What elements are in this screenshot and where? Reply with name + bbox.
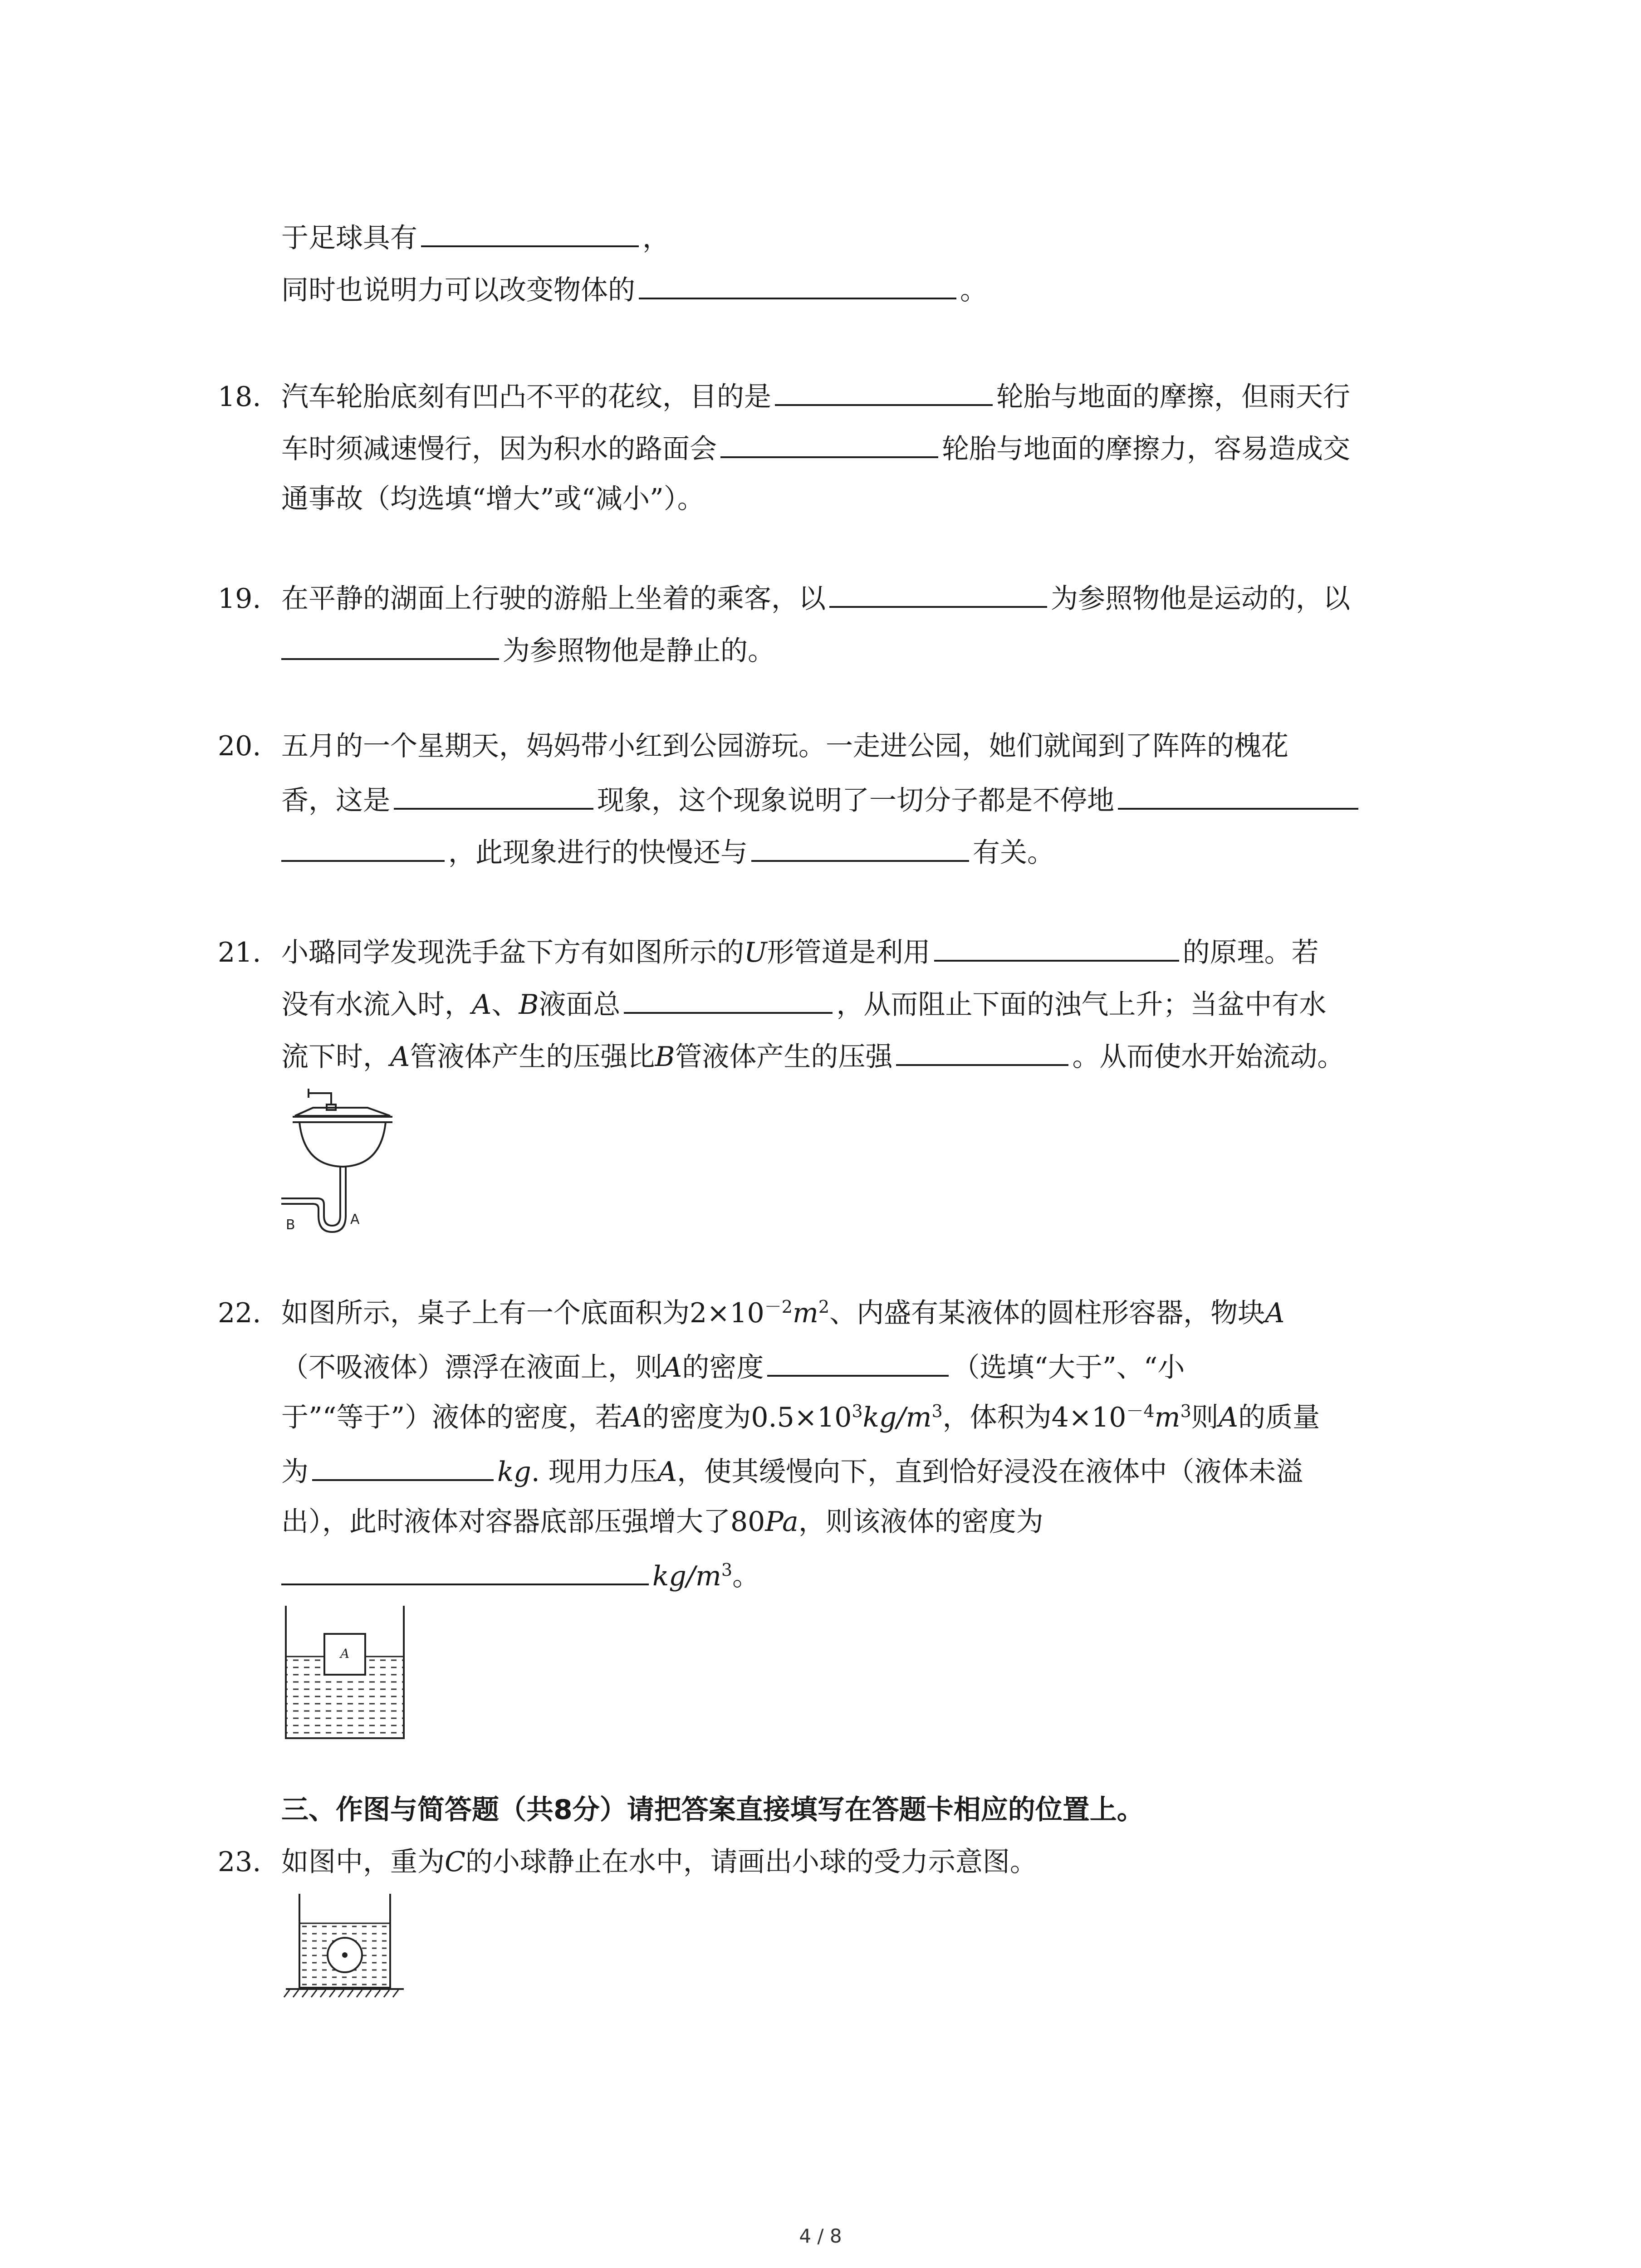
q17-line1: 于足球具有 ， [281, 215, 670, 259]
q23-ball-figure [281, 1894, 408, 2007]
q21-blank-1[interactable] [934, 930, 1179, 962]
q19-number: 19. [218, 583, 261, 615]
q22-blank-2[interactable] [312, 1449, 494, 1481]
q18-blank-1[interactable] [775, 374, 993, 406]
q18-line1: 18. 汽车轮胎底刻有凹凸不平的花纹，目的是 轮胎与地面的摩擦，但雨天行 [218, 374, 1350, 417]
q18-line2: 车时须减速慢行，因为积水的路面会 轮胎与地面的摩擦力，容易造成交 [281, 426, 1350, 469]
q21-number: 21. [218, 937, 261, 968]
q20-line1: 20. 五月的一个星期天，妈妈带小红到公园游玩。一走进公园，她们就闻到了阵阵的槐花 [218, 726, 1288, 767]
q21-fig-label-a: A [350, 1212, 360, 1227]
q21-line2: 没有水流入时，A、B液面总 ，从而阻止下面的浊气上升；当盆中有水 [281, 982, 1326, 1025]
q21-line1: 21. 小璐同学发现洗手盆下方有如图所示的U形管道是利用 的原理。若 [218, 930, 1319, 973]
q21-blank-3[interactable] [896, 1034, 1068, 1066]
section3-title: 三、作图与简答题（共8分）请把答案直接填写在答题卡相应的位置上。 [281, 1794, 1144, 1826]
q22-blank-3[interactable] [281, 1554, 649, 1585]
q21-blank-2[interactable] [624, 982, 833, 1014]
q22-line6: $kg/m^3$。 [281, 1554, 759, 1597]
q22-line4: 为 kg. 现用力压A，使其缓慢向下，直到恰好浸没在液体中（液体未溢 [281, 1449, 1303, 1492]
q23-number: 23. [218, 1846, 261, 1878]
q19-line2: 为参照物他是静止的。 [281, 628, 775, 671]
q20-blank-3[interactable] [281, 830, 445, 862]
q21-fig-label-b: B [286, 1217, 295, 1233]
q22-fig-label-a: A [340, 1646, 350, 1661]
q20-line2: 香，这是 现象，这个现象说明了一切分子都是不停地 [281, 778, 1362, 821]
q22-line2: （不吸液体）漂浮在液面上，则A的密度 （选填“大于”、“小 [281, 1345, 1185, 1388]
q19-blank-2[interactable] [281, 628, 499, 660]
q18-blank-2[interactable] [720, 426, 938, 458]
q23-line1: 23. 如图中，重为C的小球静止在水中，请画出小球的受力示意图。 [218, 1842, 1037, 1882]
q22-line1: 22. 如图所示，桌子上有一个底面积为$2\times 10^{-2}m^2$、内盛有某液体的圆柱形容器，物块A [218, 1293, 1284, 1334]
q17-blank-2[interactable] [639, 268, 956, 299]
q20-blank-4[interactable] [751, 830, 969, 862]
q20-number: 20. [218, 730, 261, 762]
q22-line3: 于”“等于”）液体的密度，若A的密度为$0.5\times 10^3kg/m^3$，体积为$4\times 10^{-4}m^3$则A的质量 [281, 1401, 1320, 1433]
q21-line3: 流下时，A管液体产生的压强比B管液体产生的压强 。从而使水开始流动。 [281, 1034, 1344, 1077]
q19-blank-1[interactable] [829, 576, 1047, 608]
q21-basin-figure [277, 1080, 413, 1234]
q20-line3: ，此现象进行的快慢还与 有关。 [281, 830, 1054, 873]
q20-blank-2[interactable] [1118, 778, 1358, 810]
page-number: 4 / 8 [799, 2225, 842, 2247]
q22-line5: 出），此时液体对容器底部压强增大了80Pa，则该液体的密度为 [281, 1506, 1043, 1538]
q18-number: 18. [218, 381, 261, 413]
q17-line2: 同时也说明力可以改变物体的 。 [281, 268, 987, 311]
q22-number: 22. [218, 1297, 261, 1329]
q20-blank-1[interactable] [394, 778, 593, 810]
q18-line3: 通事故（均选填“增大”或“减小”）。 [281, 483, 705, 515]
q17-blank-1[interactable] [421, 215, 639, 247]
q22-container-figure [281, 1606, 408, 1742]
q22-blank-1[interactable] [767, 1345, 949, 1377]
q19-line1: 19. 在平静的湖面上行驶的游船上坐着的乘客，以 为参照物他是运动的，以 [218, 576, 1350, 619]
